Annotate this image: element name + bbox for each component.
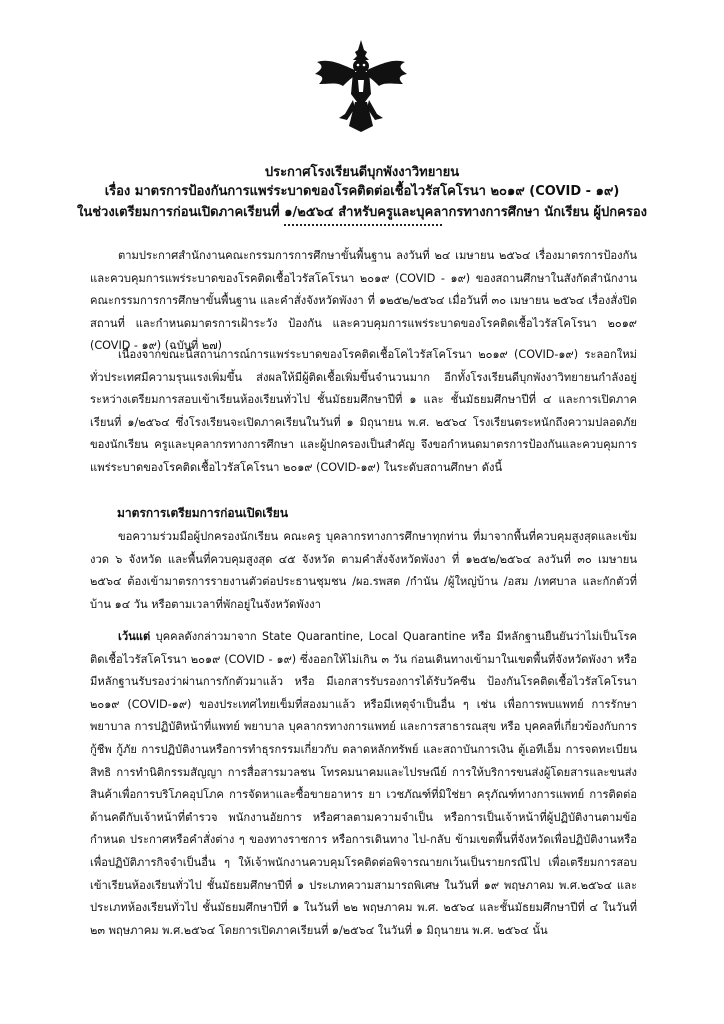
- announcement-scope: ในช่วงเตรียมการก่อนเปิดภาคเรียนที่ ๑/๒๕๖๔ สำหรับครูและบุคลากรทางการศึกษา นักเรียน ผู้ปกครอง: [76, 205, 648, 220]
- section-heading: มาตรการเตรียมการก่อนเปิดเรียน: [117, 506, 289, 520]
- garuda-emblem-icon: [311, 36, 411, 136]
- paragraph-4: [90, 626, 637, 942]
- paragraph-2: [90, 344, 637, 480]
- paragraph-3: [90, 526, 637, 616]
- paragraph-4-text: บุคคลดังกล่าวมาจาก State Quarantine, Local Quarantine หรือ มีหลักฐานยืนยันว่าไม่เป็นโรคติดเชื้อไวรัสโคโรนา ๒๐๑๙ (COVID - ๑๙) ซึ่งออกให้ไม่เกิน ๓ วัน ก่อนเดินทางเข้ามาในเขตพื้นที่จังหวัดพังงา หรือ มีหลักฐานรับรองว่าผ่านการกักตัวมาแล้ว หรือ มีเอกสารรับรองการได้รับวัคซีน ป้องกันโรคติดเชื้อไวรัสโคโรนา ๒๐๑๙ (COVID-๑๙) ของประเทศไทยเข็มที่สองมาแล้ว หรือมีเหตุจำเป็นอื่น ๆ เช่น เพื่อการพบแพทย์ การรักษาพยาบาล การปฏิบัติหน้าที่แพทย์ พยาบาล บุคลากรทางการแพทย์ และการสาธารณสุข หรือ บุคคลที่เกี่ยวข้องกับการกู้ชีพ กู้ภัย การปฏิบัติงานหรือการทำธุรกรรมเกี่ยวกับ ตลาดหลักทรัพย์ และสถาบันการเงิน ตู้เอทีเอ็ม การจดทะเบียนสิทธิ การทำนิติกรรมสัญญา การสื่อสารมวลชน โทรคมนาคมและไปรษณีย์ การให้บริการขนส่งผู้โดยสารและขนส่งสินค้าเพื่อการบริโภคอุปโภค การจัดหาและซื้อขายอาหาร ยา เวชภัณฑ์ที่มิใช่ยา ครุภัณฑ์ทางการแพทย์ การติดต่อด้านคดีกับเจ้าหน้าที่ตำรวจ พนักงานอัยการ หรือศาลตามความจำเป็น หรือการเป็นเจ้าหน้าที่ผู้ปฏิบัติงานตามข้อกำหนด ประกาศหรือคำสั่งต่าง ๆ ของทางราชการ หรือการเดินทาง ไป-กลับ ข้ามเขตพื้นที่จังหวัดเพื่อปฏิบัติงานหรือเพื่อปฏิบัติภารกิจจำเป็นอื่น ๆ ให้เจ้าพนักงานควบคุมโรคติดต่อพิจารณายกเว้นเป็นรายกรณีไป เพื่อเตรียมการสอบเข้าเรียนห้องเรียนทั่วไป ชั้นมัธยมศึกษาปีที่ ๑ ประเภทความสามารถพิเศษ ในวันที่ ๑๙ พฤษภาคม พ.ศ.๒๕๖๔ และประเภทห้องเรียนทั่วไป ชั้นมัธยมศึกษาปีที่ ๑ ในวันที่ ๒๒ พฤษภาคม พ.ศ. ๒๕๖๔ และชั้นมัธยมศึกษาปีที่ ๔ ในวันที่ ๒๓ พฤษภาคม พ.ศ.๒๕๖๔ โดยการเปิดภาคเรียนที่ ๑/๒๕๖๔ ในวันที่ ๑ มิถุนายน พ.ศ. ๒๕๖๔ นั้น: [90, 630, 637, 937]
- paragraph-4-lead: เว้นแต่: [118, 630, 151, 643]
- paragraph-1: [90, 245, 637, 358]
- announcement-title: ประกาศโรงเรียนดีบุกพังงาวิทยายน: [264, 165, 460, 180]
- announcement-subject: เรื่อง มาตรการป้องกันการแพร่ระบาดของโรคติดต่อเชื้อไวรัสโคโรนา ๒๐๑๙ (COVID - ๑๙): [104, 184, 620, 199]
- paragraph-3-text: ขอความร่วมมือผู้ปกครองนักเรียน คณะครู บุคลากรทางการศึกษาทุกท่าน ที่มาจากพื้นที่ควบคุมสูงสุดและเข้มงวด ๖ จังหวัด และพื้นที่ควบคุมสูงสุด ๔๕ จังหวัด ตามคำสั่งจังหวัดพังงา ที่ ๑๒๕๒/๒๕๖๔ ลงวันที่ ๓๐ เมษายน ๒๕๖๔ ต้องเข้ามาตรการรายงานตัวต่อประธานชุมชน /ผอ.รพสต /กำนัน /ผู้ใหญ่บ้าน /อสม /เทศบาล และกักตัวที่บ้าน ๑๔ วัน หรือตามเวลาที่พักอยู่ในจังหวัดพังงา: [90, 530, 637, 611]
- paragraph-1-text: ตามประกาศสำนักงานคณะกรรมการการศึกษาขั้นพื้นฐาน ลงวันที่ ๒๔ เมษายน ๒๕๖๔ เรื่องมาตรการป้องกันและควบคุมการแพร่ระบาดของโรคติดเชื้อไวรัสโคโรนา ๒๐๑๙ (COVID - ๑๙) ของสถานศึกษาในสังกัดสำนักงานคณะกรรมการการศึกษาขั้นพื้นฐาน และคำสั่งจังหวัดพังงา ที่ ๑๒๕๒/๒๕๖๔ เมื่อวันที่ ๓๐ เมษายน ๒๕๖๔ เรื่องสั่งปิดสถานที่ และกำหนดมาตรการเฝ้าระวัง ป้องกัน และควบคุมการแพร่ระบาดของโรคติดเชื้อไวรัสโคโรนา ๒๐๑๙ (COVID - ๑๙) (ฉบับที่ ๒๗): [90, 249, 637, 353]
- paragraph-2-text: เนื่องจากขณะนี้สถานการณ์การแพร่ระบาดของโรคติดเชื้อโคไวรัสโคโรนา ๒๐๑๙ (COVID-๑๙) ระลอกใหม่ทั่วประเทศมีความรุนแรงเพิ่มขึ้น ส่งผลให้มีผู้ติดเชื้อเพิ่มขึ้นจำนวนมาก อีกทั้งโรงเรียนดีบุกพังงาวิทยายนกำลังอยู่ระหว่างเตรียมการสอบเข้าเรียนห้องเรียนทั่วไป ชั้นมัธยมศึกษาปีที่ ๑ และ ชั้นมัธยมศึกษาปีที่ ๔ และการเปิดภาคเรียนที่ ๑/๒๕๖๔ ซึ่งโรงเรียนจะเปิดภาคเรียนในวันที่ ๑ มิถุนายน พ.ศ. ๒๕๖๔ โรงเรียนตระหนักถึงความปลอดภัยของนักเรียน ครูและบุคลากรทางการศึกษา และผู้ปกครองเป็นสำคัญ จึงขอกำหนดมาตรการป้องกันและควบคุมการแพร่ระบาดของโรคติดเชื้อไวรัสโคโรนา ๒๐๑๙ (COVID-๑๙) ในระดับสถานศึกษา ดังนี้: [90, 348, 637, 474]
- dotted-divider: [284, 224, 442, 226]
